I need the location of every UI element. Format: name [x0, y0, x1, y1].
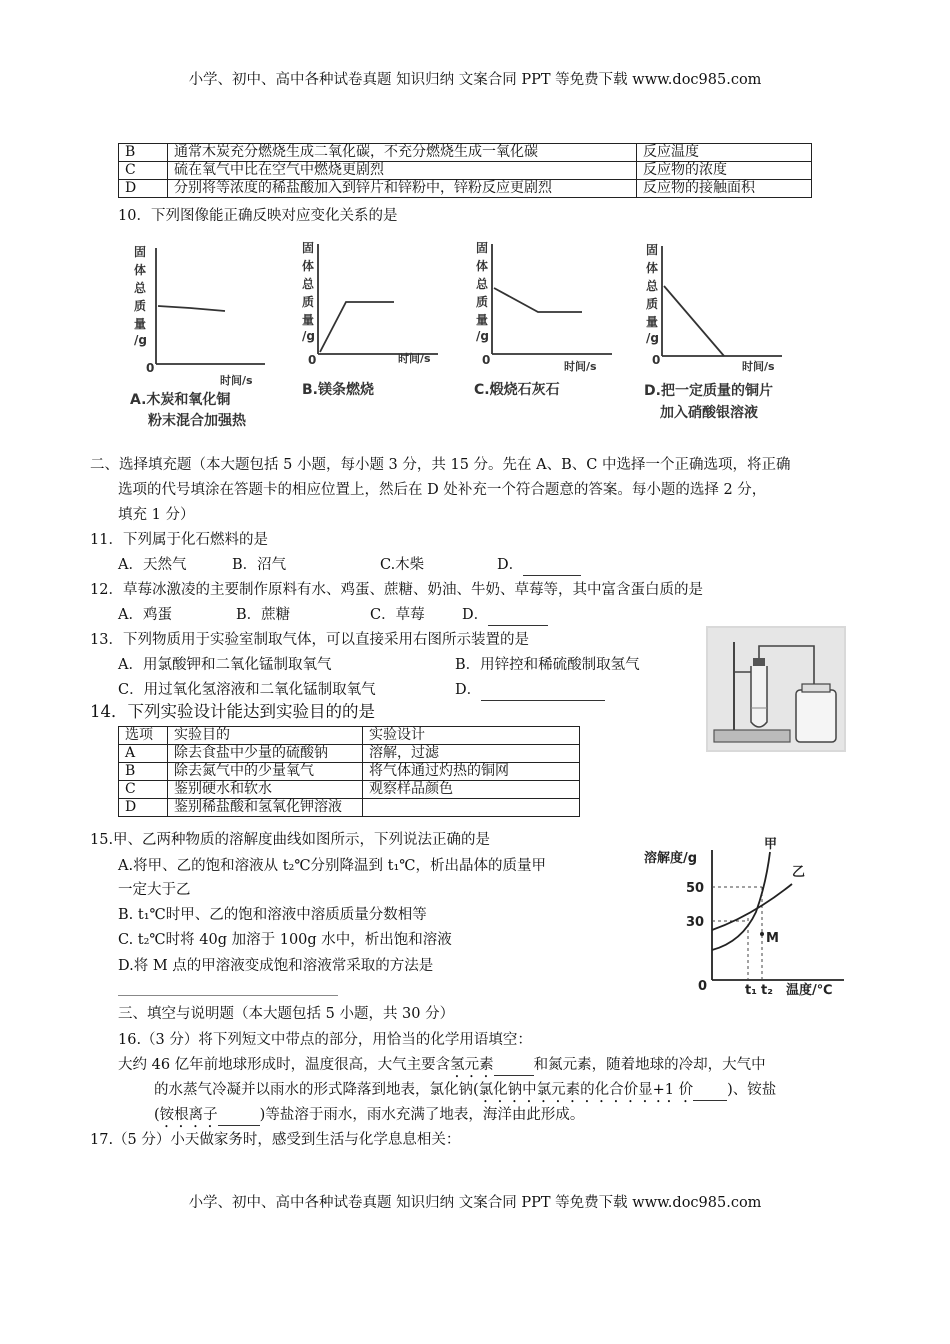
ylabel-char: /g — [134, 333, 147, 347]
ylabel-char: 体 — [646, 261, 659, 275]
table-row: D 鉴别稀盐酸和氢氧化钾溶液 — [119, 799, 580, 817]
q15-option-b: B. t₁℃时甲、乙的饱和溶液中溶质质量分数相等 — [118, 907, 427, 923]
graph-d — [642, 238, 792, 378]
curve-jia-label: 甲 — [764, 837, 778, 852]
dotted-term: 氯化钠中氯元素的化合价显+1 价 — [478, 1082, 694, 1098]
answer-blank — [481, 680, 605, 701]
graph-d-caption1: D.把一定质量的铜片 — [644, 383, 773, 399]
curve-yi-label: 乙 — [792, 865, 806, 880]
section2-line3: 填充 1 分） — [118, 507, 195, 523]
origin-label: 0 — [308, 353, 317, 367]
xlabel: 时间/s — [220, 374, 253, 387]
ylabel-char: 质 — [302, 295, 315, 309]
graph-b-caption: B.镁条燃烧 — [302, 382, 374, 398]
answer-blank — [488, 605, 548, 626]
page-header: 小学、初中、高中各种试卷真题 知识归纳 文案合同 PPT 等免费下载 www.doc985.com — [188, 72, 762, 88]
ylabel-char: 质 — [476, 295, 489, 309]
q12-option-c: C．草莓 — [370, 607, 425, 623]
point-m-label: M — [766, 931, 779, 946]
q11-option-b: B．沼气 — [232, 557, 287, 573]
q15-stem: 15.甲、乙两种物质的溶解度曲线如图所示，下列说法正确的是 — [90, 832, 491, 848]
origin-label: 0 — [146, 361, 155, 375]
xlabel: 时间/s — [398, 352, 431, 365]
origin-label: 0 — [652, 353, 661, 367]
section2-line2: 选项的代号填涂在答题卡的相应位置上，然后在 D 处补充一个符合题意的答案。每小题的选择 2 分， — [118, 482, 767, 498]
answer-blank — [494, 1055, 534, 1076]
q10-stem: 10．下列图像能正确反映对应变化关系的是 — [118, 208, 398, 224]
graph-a-caption1: A.木炭和氧化铜 — [130, 392, 231, 408]
q12-option-b: B．蔗糖 — [236, 607, 291, 623]
q13-option-d: D． — [455, 680, 605, 701]
ylabel-char: 体 — [302, 259, 315, 273]
ylabel-char: 体 — [476, 259, 489, 273]
ylabel-char: 量 — [302, 313, 315, 327]
q14-stem: 14．下列实验设计能达到实验目的的是 — [90, 702, 375, 721]
ylabel-char: 总 — [134, 281, 147, 295]
graph-d-caption2: 加入硝酸银溶液 — [660, 405, 758, 421]
ylabel-char: 量 — [646, 315, 659, 329]
graph-curve — [664, 286, 724, 356]
q15-option-a-line2: 一定大于乙 — [118, 882, 191, 898]
t1-label: t₁ — [745, 983, 757, 998]
y-axis-label: 溶解度/g — [644, 851, 698, 866]
ylabel-char: 量 — [476, 313, 489, 327]
q9-table — [118, 143, 812, 198]
section3-title: 三、填空与说明题（本大题包括 5 小题，共 30 分） — [118, 1006, 455, 1022]
answer-blank — [693, 1080, 727, 1101]
table-row: A 除去食盐中少量的硫酸钠 溶解，过滤 — [119, 745, 580, 763]
y-tick-30: 30 — [686, 915, 705, 930]
ylabel-char: 量 — [134, 317, 147, 331]
q13-option-c: C．用过氧化氢溶液和二氧化锰制取氧气 — [118, 682, 376, 698]
gas-apparatus-image — [706, 626, 846, 752]
q16-stem: 16.（3 分）将下列短文中带点的部分，用恰当的化学用语填空： — [118, 1032, 532, 1048]
dotted-term: 铵根离子 — [159, 1107, 218, 1123]
origin-label: 0 — [482, 353, 491, 367]
ylabel-char: 固 — [476, 241, 489, 255]
t2-label: t₂ — [761, 983, 773, 998]
q11-option-d: D． — [497, 555, 581, 576]
y-tick-50: 50 — [686, 881, 705, 896]
ylabel-char: 质 — [646, 297, 659, 311]
q15-option-a-line1: A.将甲、乙的饱和溶液从 t₂℃分别降温到 t₁℃，析出晶体的质量甲 — [118, 858, 547, 874]
graph-c — [472, 236, 622, 376]
point-m — [760, 932, 764, 936]
q11-option-a: A．天然气 — [118, 557, 187, 573]
q14-table — [118, 726, 580, 817]
q12-option-a: A．鸡蛋 — [118, 607, 172, 623]
origin-label: 0 — [698, 979, 708, 994]
graph-curve — [320, 302, 394, 352]
ylabel-char: 体 — [134, 263, 147, 277]
q13-stem: 13．下列物质用于实验室制取气体，可以直接采用右图所示装置的是 — [90, 632, 529, 648]
table-header-row: 选项 实验目的 实验设计 — [119, 727, 580, 745]
q15-option-c: C. t₂℃时将 40g 加溶于 100g 水中，析出饱和溶液 — [118, 932, 452, 948]
graph-curve — [494, 288, 582, 312]
graph-a-caption2: 粉末混合加强热 — [148, 413, 246, 429]
q13-option-b: B．用锌控和稀硫酸制取氢气 — [455, 657, 640, 673]
dotted-term: 氢元素 — [450, 1057, 494, 1073]
table-row: D 分别将等浓度的稀盐酸加入到锌片和锌粉中，锌粉反应更剧烈 反应物的接触面积 — [119, 180, 812, 198]
table-row: C 硫在氧气中比在空气中燃烧更剧烈 反应物的浓度 — [119, 162, 812, 180]
q16-para-line2: 的水蒸气冷凝并以雨水的形式降落到地表，氯化钠(氯化钠中氯元素的化合价显+1 价 )、铵盐 — [154, 1080, 776, 1106]
table-row: B 除去氮气中的少量氧气 将气体通过灼热的铜网 — [119, 763, 580, 781]
ylabel-char: 总 — [476, 277, 489, 291]
xlabel: 时间/s — [742, 360, 775, 373]
table-row: B 通常木炭充分燃烧生成二氧化碳，不充分燃烧生成一氧化碳 反应温度 — [119, 144, 812, 162]
q16-para-line3: (铵根离子 )等盐溶于雨水，雨水充满了地表，海洋由此形成。 — [154, 1105, 584, 1131]
answer-blank — [218, 1105, 260, 1126]
section2-line1: 二、选择填充题（本大题包括 5 小题，每小题 3 分，共 15 分。先在 A、B、C 中选择一个正确选项，将正确 — [90, 457, 791, 473]
ylabel-char: 质 — [134, 299, 147, 313]
answer-line — [118, 995, 338, 996]
ylabel-char: 总 — [302, 277, 315, 291]
q11-option-c: C.木柴 — [380, 557, 425, 573]
curve-yi — [712, 884, 792, 930]
ylabel-char: /g — [476, 329, 489, 343]
ylabel-char: 固 — [302, 241, 315, 255]
graph-c-caption: C.煅烧石灰石 — [474, 382, 560, 398]
solubility-chart — [642, 834, 874, 998]
ylabel-char: 固 — [134, 245, 147, 259]
q12-stem: 12．草莓冰激凌的主要制作原料有水、鸡蛋、蔗糖、奶油、牛奶、草莓等，其中富含蛋白质的是 — [90, 582, 703, 598]
graph-curve — [158, 306, 225, 311]
table-row: C 鉴别硬水和软水 观察样品颜色 — [119, 781, 580, 799]
q17-stem: 17.（5 分）小天做家务时，感受到生活与化学息息相关： — [90, 1132, 461, 1148]
q13-option-a: A．用氯酸钾和二氧化锰制取氧气 — [118, 657, 332, 673]
ylabel-char: /g — [302, 329, 315, 343]
q15-option-d: D.将 M 点的甲溶液变成饱和溶液常采取的方法是 — [118, 958, 434, 974]
q12-option-d: D． — [462, 605, 548, 626]
ylabel-char: /g — [646, 331, 659, 345]
graph-b — [298, 236, 448, 376]
xlabel: 时间/s — [564, 360, 597, 373]
q16-para-line1: 大约 46 亿年前地球形成时，温度很高，大气主要含氢元素 和氮元素，随着地球的冷却，大气中 — [118, 1055, 766, 1081]
ylabel-char: 固 — [646, 243, 659, 257]
ylabel-char: 总 — [646, 279, 659, 293]
graph-a — [130, 238, 270, 388]
answer-blank — [523, 555, 581, 576]
page-footer: 小学、初中、高中各种试卷真题 知识归纳 文案合同 PPT 等免费下载 www.doc985.com — [188, 1195, 762, 1211]
x-axis-label: 温度/℃ — [786, 983, 833, 998]
q11-stem: 11．下列属于化石燃料的是 — [90, 532, 268, 548]
